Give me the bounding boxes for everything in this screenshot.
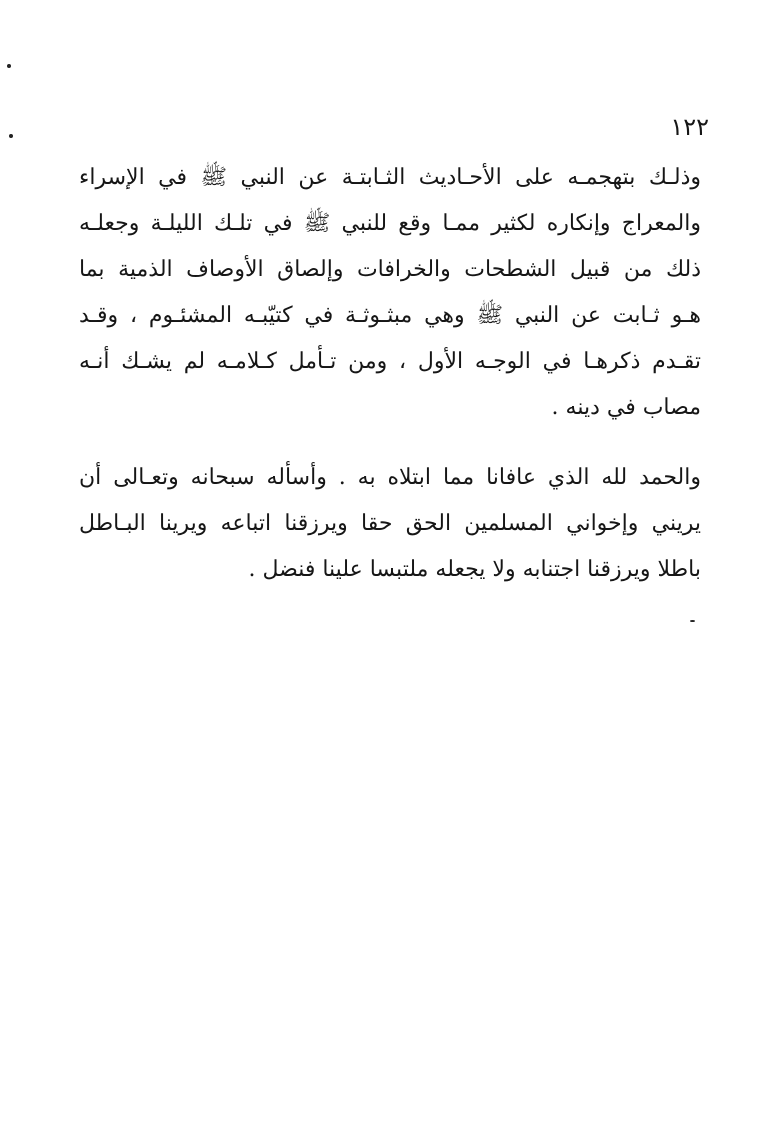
text-line: والمعراج وإنكاره لكثير ممـا وقع للنبي ﷺ في تلـك الليلـة وجعلـه — [79, 211, 701, 236]
text-line: مصاب في دينه . — [551, 395, 701, 420]
text-line: باطلا ويرزقنا اجتنابه ولا يجعله ملتبسا علينا فنضل . — [248, 557, 701, 582]
paragraph-gap — [79, 431, 701, 455]
scan-speck — [690, 620, 695, 622]
text-line: وذلـك بتهجمـه على الأحـاديث الثـابتـة عن النبي ﷺ في الإسراء — [79, 165, 701, 190]
text-line: يريني وإخواني المسلمين الحق حقا ويرزقنا اتباعه ويرينا البـاطل — [79, 511, 701, 536]
text-line: هـو ثـابت عن النبي ﷺ وهي مبثـوثـة في كتيّبـه المشئـوم ، وقـد — [79, 303, 701, 328]
text-line: تقـدم ذكرهـا في الوجـه الأول ، ومن تـأمل كـلامـه لم يشـك أنـه — [79, 349, 701, 374]
text-line: والحمد لله الذي عافانا مما ابتلاه به . وأسأله سبحانه وتعـالى أن — [79, 465, 701, 490]
paragraph-1 — [79, 155, 701, 431]
scan-speck — [9, 134, 13, 138]
body-text — [79, 155, 701, 593]
text-line: ذلك من قبيل الشطحات والخرافات وإلصاق الأوصاف الذمية بما — [79, 257, 701, 282]
page-number: ١٢٢ — [670, 113, 709, 141]
paragraph-2 — [79, 455, 701, 593]
scan-speck — [7, 64, 11, 68]
